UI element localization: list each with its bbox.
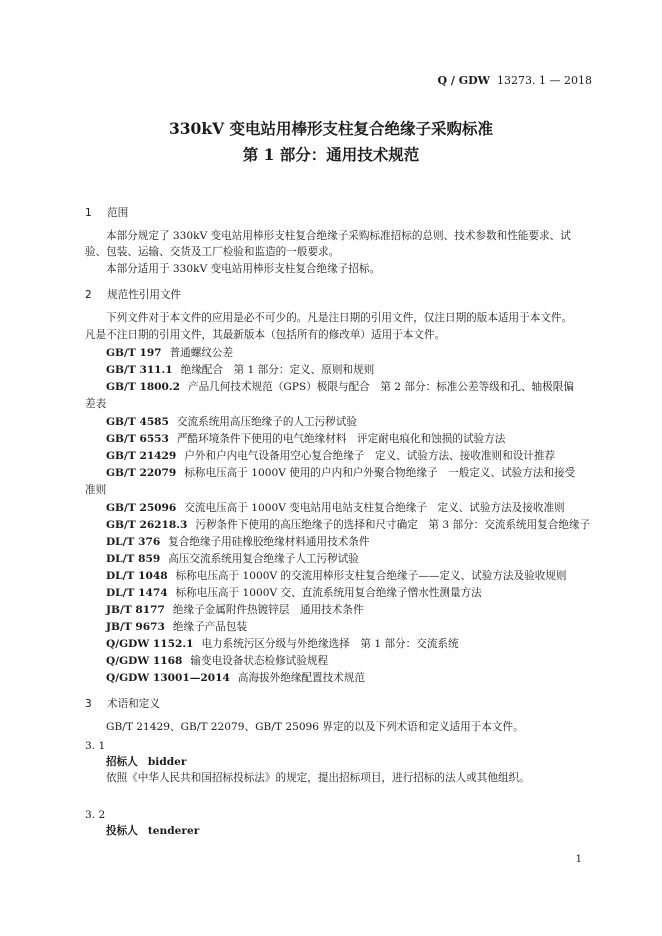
section-2-intro-b: 凡是不注日期的引用文件，其最新版本（包括所有的修改单）适用于本文件。 bbox=[85, 329, 446, 341]
document-title: 330kV 变电站用棒形支柱复合绝缘子采购标准 bbox=[168, 119, 494, 138]
reference-item: GB/T 197 普通螺纹公差 bbox=[106, 347, 234, 359]
reference-item: GB/T 21429 户外和户内电气设备用空心复合绝缘子 定义、试验方法、接收准则和设计推荐 bbox=[106, 450, 556, 462]
term-number: 3. 2 bbox=[85, 809, 106, 821]
reference-item: GB/T 311.1 绝缘配合 第 1 部分：定义、原则和规则 bbox=[106, 364, 375, 376]
section-3-heading: 3 术语和定义 bbox=[85, 698, 160, 710]
reference-item: JB/T 8177 绝缘子金属附件热镀锌层 通用技术条件 bbox=[106, 604, 364, 616]
term-definition: 依照《中华人民共和国招标投标法》的规定，提出招标项目，进行招标的法人或其他组织。 bbox=[106, 772, 530, 784]
standard-code-number: 13273. 1 — 2018 bbox=[497, 74, 592, 87]
section-1-paragraph-1a: 本部分规定了 330kV 变电站用棒形支柱复合绝缘子采购标准招标的总则、技术参数和性能要求、试 bbox=[106, 230, 571, 242]
section-3-intro: GB/T 21429、GB/T 22079、GB/T 25096 界定的以及下列术语和定义适用于本文件。 bbox=[106, 721, 524, 733]
reference-item: DL/T 859 高压交流系统用复合绝缘子人工污秽试验 bbox=[106, 553, 359, 565]
reference-item: GB/T 1800.2 产品几何技术规范（GPS）极限与配合 第 2 部分：标准公差等级和孔、轴极限偏 bbox=[106, 381, 574, 393]
section-2-intro-a: 下列文件对于本文件的应用是必不可少的。凡是注日期的引用文件，仅注日期的版本适用于本文件。 bbox=[106, 312, 573, 324]
reference-item: DL/T 376 复合绝缘子用硅橡胶绝缘材料通用技术条件 bbox=[106, 536, 370, 548]
reference-item: GB/T 22079 标称电压高于 1000V 使用的户内和户外聚合物绝缘子 一般定义、试验方法和接受 bbox=[106, 467, 576, 479]
document-subtitle: 第 1 部分：通用技术规范 bbox=[242, 145, 420, 164]
standard-code bbox=[437, 74, 592, 88]
reference-item: Q/GDW 1168 输变电设备状态检修试验规程 bbox=[106, 655, 329, 667]
standard-code-prefix: Q / GDW bbox=[437, 74, 491, 87]
reference-item-continuation: 准则 bbox=[85, 484, 107, 496]
section-1-paragraph-1b: 验、包装、运输、交货及工厂检验和监造的一般要求。 bbox=[85, 246, 340, 258]
section-1-heading: 1 范围 bbox=[85, 207, 129, 219]
reference-item: DL/T 1048 标称电压高于 1000V 的交流用棒形支柱复合绝缘子——定义、试验方法及验收规则 bbox=[106, 570, 567, 582]
term-heading: 招标人 bidder bbox=[106, 756, 187, 768]
section-1-paragraph-2: 本部分适用于 330kV 变电站用棒形支柱复合绝缘子招标。 bbox=[106, 263, 381, 275]
reference-item: GB/T 6553 严酷环境条件下使用的电气绝缘材料 评定耐电痕化和蚀损的试验方法 bbox=[106, 433, 506, 445]
reference-item: Q/GDW 1152.1 电力系统污区分级与外绝缘选择 第 1 部分：交流系统 bbox=[106, 638, 459, 650]
reference-item-continuation: 差表 bbox=[85, 398, 107, 410]
reference-item: DL/T 1474 标称电压高于 1000V 交、直流系统用复合绝缘子憎水性测量方法 bbox=[106, 587, 482, 599]
reference-item: GB/T 25096 交流电压高于 1000V 变电站用电站支柱复合绝缘子 定义、试验方法及接收准则 bbox=[106, 502, 565, 514]
term-heading: 投标人 tenderer bbox=[106, 825, 200, 837]
section-2-heading: 2 规范性引用文件 bbox=[85, 289, 182, 301]
reference-item: Q/GDW 13001—2014 高海拔外绝缘配置技术规范 bbox=[106, 672, 365, 684]
reference-item: JB/T 9673 绝缘子产品包装 bbox=[106, 621, 248, 633]
reference-item: GB/T 26218.3 污秽条件下使用的高压绝缘子的选择和尺寸确定 第 3 部分：交流系统用复合绝缘子 bbox=[106, 519, 591, 531]
term-number: 3. 1 bbox=[85, 740, 106, 752]
page-number: 1 bbox=[575, 854, 582, 865]
reference-item: GB/T 4585 交流系统用高压绝缘子的人工污秽试验 bbox=[106, 416, 358, 428]
